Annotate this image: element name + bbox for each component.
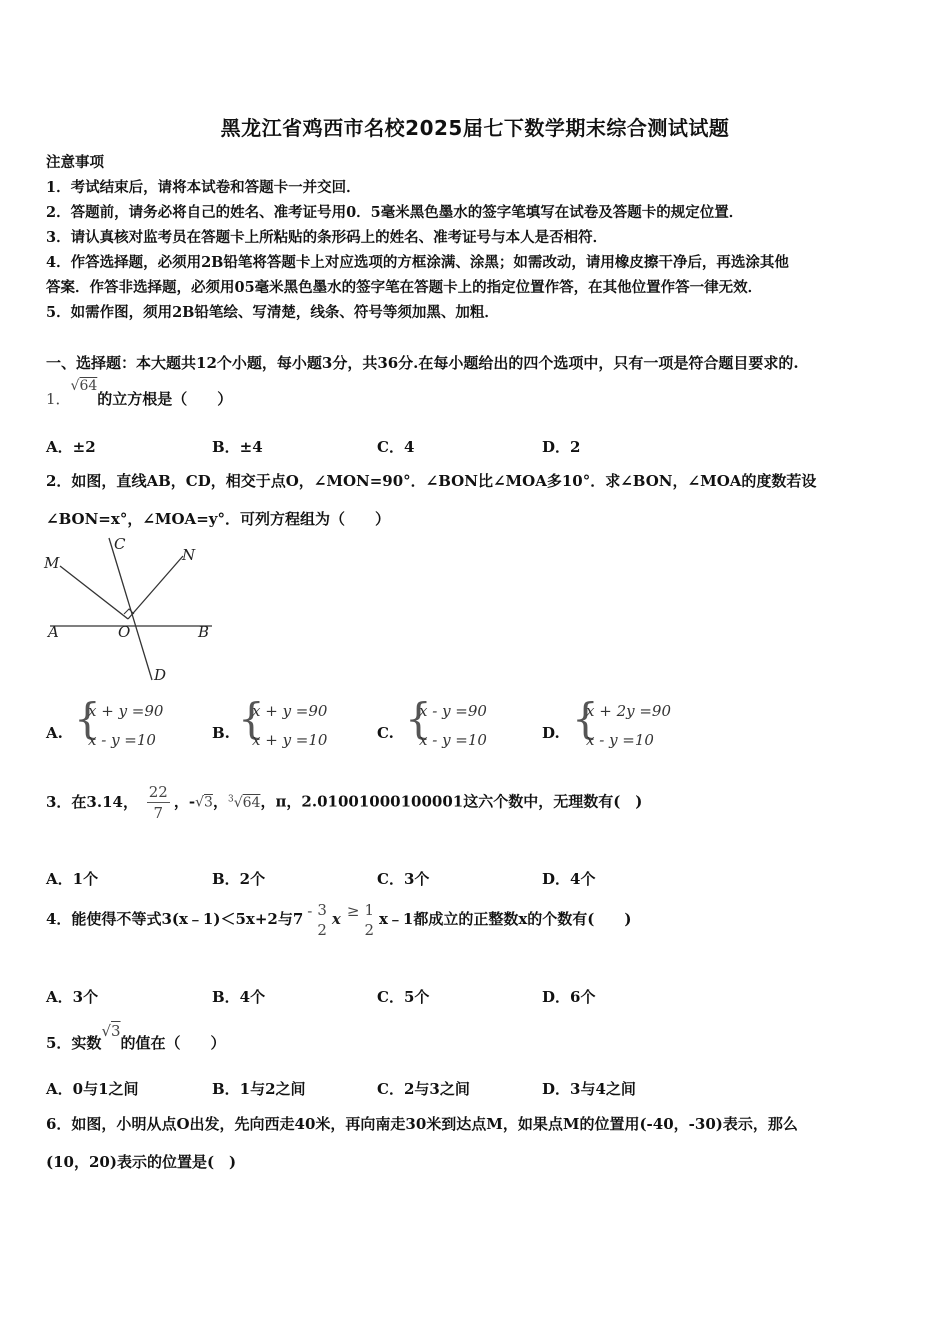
notice-item: 2．答题前，请务必将自己的姓名、准考证号用0．5毫米黑色墨水的签字笔填写在试卷及答题卡的规定位置． xyxy=(46,204,744,221)
notice-item: 答案．作答非选择题，必须用05毫米黑色墨水的签字笔在答题卡上的指定位置作答，在其他位置作答一律无效． xyxy=(46,279,763,296)
sqrt-3: √3 xyxy=(195,794,213,811)
option-d-label: D. xyxy=(542,724,560,742)
option-c: C．2与3之间 xyxy=(377,1080,470,1098)
section-heading: 一、选择题：本大题共12个小题，每小题3分，共36分.在每小题给出的四个选项中，只有一项是符合题目要求的. xyxy=(46,354,799,372)
brace: { xyxy=(74,694,101,743)
question-text: 4．能使得不等式3(x﹣1)＜5x+2与7 xyxy=(46,910,304,928)
option-b: B．2个 xyxy=(212,870,266,888)
label-n: N xyxy=(182,546,196,564)
question-text-tail: x﹣1都成立的正整数x的个数有( ) xyxy=(378,910,632,928)
fraction-3-2: 3 2 xyxy=(317,901,327,939)
fraction-22-7: $\frac{22}{7}$ xyxy=(148,783,168,822)
ray-om xyxy=(60,566,128,619)
angle-figure xyxy=(40,534,220,689)
option-a: A．0与1之间 xyxy=(46,1080,139,1098)
question-number: 1． xyxy=(46,390,71,408)
question-2-line2: ∠BON=x°，∠MOA=y°．可列方程组为（ ） xyxy=(46,510,390,528)
label-b: B xyxy=(198,623,210,641)
question-text: 3．在3.14， xyxy=(46,792,138,811)
label-d: D xyxy=(154,666,167,684)
option-c: C．4 xyxy=(377,438,415,456)
question-text: 的立方根是（ ） xyxy=(97,390,233,408)
option-c-label: C. xyxy=(377,724,394,742)
option-b: B．±4 xyxy=(212,438,263,456)
question-6-line2: (10，20)表示的位置是( ) xyxy=(46,1153,237,1171)
question-5 xyxy=(46,1020,226,1052)
brace: { xyxy=(572,694,599,743)
option-b-label: B. xyxy=(212,724,230,742)
label-a: A xyxy=(48,623,59,641)
option-c: C．3个 xyxy=(377,870,430,888)
brace: { xyxy=(238,694,265,743)
question-2-line1: 2．如图，直线AB，CD，相交于点O，∠MON=90°．∠BON比∠MOA多10°．求∠BON，∠MOA的度数若设 xyxy=(46,472,817,490)
question-1 xyxy=(46,378,233,408)
notice-item: 5．如需作图，须用2B铅笔绘、写清楚，线条、符号等须加黑、加粗． xyxy=(46,304,499,321)
option-d: D．2 xyxy=(542,438,581,456)
option-b-system: x + y =90 x + y =10 xyxy=(252,702,328,749)
option-b: B．1与2之间 xyxy=(212,1080,306,1098)
option-d: D．3与4之间 xyxy=(542,1080,636,1098)
label-m: M xyxy=(44,554,60,572)
question-text: 5．实数 xyxy=(46,1034,102,1052)
option-a-label: A. xyxy=(46,724,63,742)
page-title: 黑龙江省鸡西市名校2025届七下数学期末综合测试试题 xyxy=(220,116,730,140)
fraction-1-2: 1 2 xyxy=(364,901,374,939)
option-a: A．3个 xyxy=(46,988,99,1006)
option-d: D．6个 xyxy=(542,988,596,1006)
option-c: C．5个 xyxy=(377,988,430,1006)
sqrt-expression: √64 xyxy=(70,378,98,394)
ray-on xyxy=(128,556,183,619)
notice-item: 4．作答选择题，必须用2B铅笔将答题卡上对应选项的方框涂满、涂黑；如需改动，请用橡皮擦干净后，再选涂其他 xyxy=(46,254,789,271)
option-d-system: x + 2y =90 x - y =10 xyxy=(586,702,672,749)
question-text-tail: ，π，2.01001000100001这六个数中，无理数有( ) xyxy=(260,792,643,811)
sqrt-expression: √3 xyxy=(101,1022,121,1040)
question-4: 4．能使得不等式3(x﹣1)＜5x+2与7 - 3 2 x ≥ 1 2 x﹣1都成立的正整数x的个数有( ) xyxy=(46,901,632,939)
notice-item: 3．请认真核对监考员在答题卡上所粘贴的条形码上的姓名、准考证号与本人是否相符． xyxy=(46,229,608,246)
cbrt-64: $^3$√64 xyxy=(227,793,261,811)
notice-heading: 注意事项 xyxy=(46,154,104,171)
option-b: B．4个 xyxy=(212,988,266,1006)
question-text-tail: 的值在（ ） xyxy=(120,1034,226,1052)
notice-item: 1．考试结束后，请将本试卷和答题卡一并交回． xyxy=(46,179,361,196)
option-a: A．±2 xyxy=(46,438,96,456)
question-6-line1: 6．如图，小明从点O出发，先向西走40米，再向南走30米到达点M，如果点M的位置用(-40，-30)表示，那么 xyxy=(46,1115,798,1133)
option-a-system: x + y =90 x - y =10 xyxy=(88,702,164,749)
option-d: D．4个 xyxy=(542,870,596,888)
option-c-system: x - y =90 x - y =10 xyxy=(419,702,487,749)
option-a: A．1个 xyxy=(46,870,99,888)
label-c: C xyxy=(114,535,126,553)
brace: { xyxy=(405,694,432,743)
label-o: O xyxy=(118,623,131,641)
question-3: 3．在3.14， $\frac{22}{7}$ ，-√3，$^3$√64，π，2.01001000100001这六个数中，无理数有( ) xyxy=(46,783,643,822)
